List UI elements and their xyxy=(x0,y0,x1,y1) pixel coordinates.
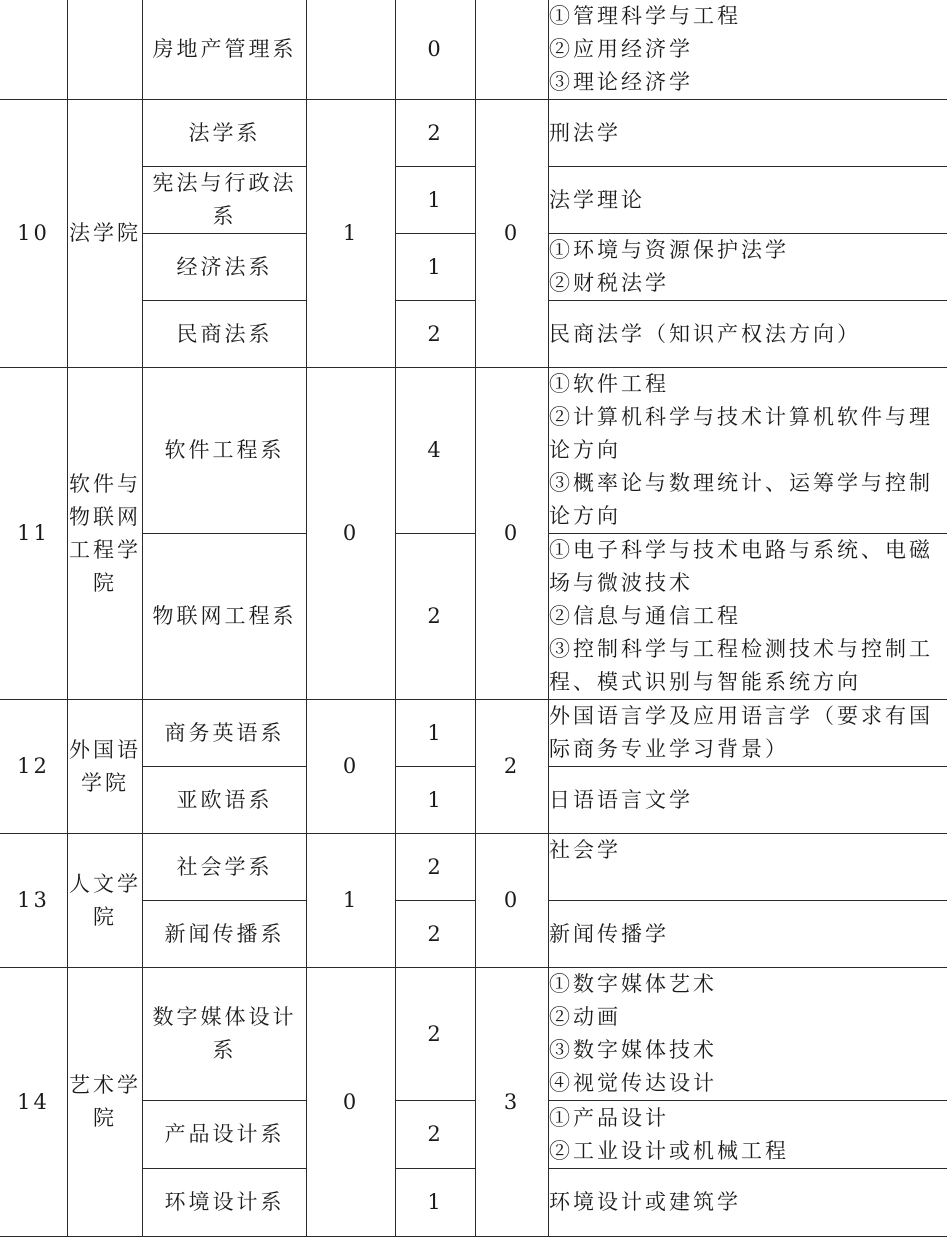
college-quota-cell xyxy=(307,834,396,968)
college-cell xyxy=(68,968,143,1237)
table-row xyxy=(0,1169,947,1237)
major-cell xyxy=(549,100,947,167)
extra-quota-cell xyxy=(476,368,549,700)
department-name: 产品设计系 xyxy=(165,1122,285,1146)
department-name: 法学系 xyxy=(189,121,261,145)
table-row xyxy=(0,834,947,901)
extra-quota-cell xyxy=(476,0,549,100)
department-name: 社会学系 xyxy=(177,855,273,879)
row-number: 10 xyxy=(17,221,50,245)
department-name: 亚欧语系 xyxy=(177,788,273,812)
major-cell xyxy=(549,1101,947,1169)
department-quota: 1 xyxy=(427,255,443,279)
college-name: 艺术学院 xyxy=(69,1073,141,1130)
department-cell xyxy=(143,767,307,834)
major-item: ③理论经济学 xyxy=(549,66,947,99)
major-cell xyxy=(549,301,947,368)
department-quota-cell xyxy=(396,100,476,167)
major-item: ①管理科学与工程 xyxy=(549,0,947,33)
major-item: ①产品设计 xyxy=(549,1102,947,1135)
major-cell xyxy=(549,834,947,901)
department-cell xyxy=(143,901,307,968)
extra-quota-cell xyxy=(476,700,549,834)
row-number-cell xyxy=(0,0,68,100)
college-quota: 0 xyxy=(343,754,359,778)
department-name: 环境设计系 xyxy=(165,1190,285,1214)
department-quota: 2 xyxy=(427,121,443,145)
table-row xyxy=(0,767,947,834)
department-name: 软件工程系 xyxy=(165,438,285,462)
major-item: ③数字媒体技术 xyxy=(549,1034,947,1067)
major-item: 刑法学 xyxy=(549,117,947,150)
college-cell xyxy=(68,700,143,834)
department-cell xyxy=(143,534,307,700)
department-cell xyxy=(143,1101,307,1169)
row-number: 12 xyxy=(17,754,50,778)
table-row xyxy=(0,100,947,167)
department-quota: 2 xyxy=(427,322,443,346)
row-number-cell xyxy=(0,368,68,700)
row-number: 14 xyxy=(17,1090,50,1114)
department-name: 物联网工程系 xyxy=(153,604,297,628)
table-row xyxy=(0,968,947,1101)
major-cell xyxy=(549,534,947,700)
table-row xyxy=(0,167,947,234)
college-quota: 1 xyxy=(343,221,359,245)
department-name: 民商法系 xyxy=(177,322,273,346)
department-name: 新闻传播系 xyxy=(165,922,285,946)
major-item: 环境设计或建筑学 xyxy=(549,1186,947,1219)
college-quota-cell xyxy=(307,368,396,700)
major-item: 外国语言学及应用语言学（要求有国际商务专业学习背景） xyxy=(549,700,947,766)
major-cell xyxy=(549,234,947,301)
department-cell xyxy=(143,234,307,301)
major-item: ②信息与通信工程 xyxy=(549,600,947,633)
department-name: 经济法系 xyxy=(177,255,273,279)
major-cell xyxy=(549,968,947,1101)
department-quota-cell xyxy=(396,534,476,700)
extra-quota: 2 xyxy=(504,754,520,778)
college-quota-cell xyxy=(307,0,396,100)
college-quota-cell xyxy=(307,700,396,834)
extra-quota: 0 xyxy=(504,888,520,912)
major-cell xyxy=(549,368,947,534)
department-cell xyxy=(143,167,307,234)
department-quota-cell xyxy=(396,700,476,767)
extra-quota: 0 xyxy=(504,221,520,245)
table-row xyxy=(0,234,947,301)
department-name: 宪法与行政法系 xyxy=(153,171,297,228)
college-cell xyxy=(68,100,143,368)
department-quota-cell xyxy=(396,901,476,968)
college-quota-cell xyxy=(307,100,396,368)
major-item: ①电子科学与技术电路与系统、电磁场与微波技术 xyxy=(549,534,947,600)
major-cell xyxy=(549,1169,947,1237)
department-quota: 1 xyxy=(427,1190,443,1214)
major-cell xyxy=(549,700,947,767)
department-quota: 0 xyxy=(427,37,443,61)
major-item: 新闻传播学 xyxy=(549,918,947,951)
table-row xyxy=(0,368,947,534)
college-cell xyxy=(68,0,143,100)
major-cell xyxy=(549,901,947,968)
major-cell xyxy=(549,167,947,234)
table-row xyxy=(0,534,947,700)
department-quota-cell xyxy=(396,368,476,534)
major-item: ②应用经济学 xyxy=(549,33,947,66)
department-cell xyxy=(143,0,307,100)
college-name: 法学院 xyxy=(69,221,141,245)
college-name: 人文学院 xyxy=(69,872,141,929)
department-quota-cell xyxy=(396,167,476,234)
department-quota: 2 xyxy=(427,922,443,946)
extra-quota-cell xyxy=(476,100,549,368)
major-item: ②财税法学 xyxy=(549,267,947,300)
department-quota: 2 xyxy=(427,1122,443,1146)
major-item: 社会学 xyxy=(549,834,947,867)
major-cell xyxy=(549,767,947,834)
department-name: 房地产管理系 xyxy=(153,37,297,61)
table-row xyxy=(0,700,947,767)
table-row xyxy=(0,301,947,368)
major-item: 法学理论 xyxy=(549,184,947,217)
major-item: 日语语言文学 xyxy=(549,784,947,817)
major-item: ④视觉传达设计 xyxy=(549,1067,947,1100)
department-quota-cell xyxy=(396,301,476,368)
department-cell xyxy=(143,834,307,901)
row-number: 13 xyxy=(17,888,50,912)
table-row xyxy=(0,901,947,968)
college-quota-cell xyxy=(307,968,396,1237)
department-quota: 2 xyxy=(427,855,443,879)
department-quota-cell xyxy=(396,834,476,901)
row-number-cell xyxy=(0,968,68,1237)
department-quota-cell xyxy=(396,968,476,1101)
table-row xyxy=(0,0,947,100)
table-row xyxy=(0,1101,947,1169)
row-number: 11 xyxy=(17,521,50,545)
department-quota: 1 xyxy=(427,188,443,212)
department-name: 商务英语系 xyxy=(165,721,285,745)
extra-quota: 3 xyxy=(504,1090,520,1114)
department-cell xyxy=(143,301,307,368)
college-quota: 1 xyxy=(343,888,359,912)
college-cell xyxy=(68,368,143,700)
major-item: ③控制科学与工程检测技术与控制工程、模式识别与智能系统方向 xyxy=(549,633,947,699)
row-number-cell xyxy=(0,100,68,368)
major-item: ①软件工程 xyxy=(549,368,947,401)
college-quota: 0 xyxy=(343,521,359,545)
department-quota-cell xyxy=(396,234,476,301)
major-item: 民商法学（知识产权法方向） xyxy=(549,318,947,351)
department-quota: 1 xyxy=(427,788,443,812)
college-name: 外国语学院 xyxy=(69,738,141,795)
extra-quota-cell xyxy=(476,968,549,1237)
major-item: ③概率论与数理统计、运筹学与控制论方向 xyxy=(549,467,947,533)
major-cell xyxy=(549,0,947,100)
department-name: 数字媒体设计系 xyxy=(153,1005,297,1062)
department-cell xyxy=(143,968,307,1101)
department-quota-cell xyxy=(396,0,476,100)
department-quota: 2 xyxy=(427,1022,443,1046)
major-item: ②动画 xyxy=(549,1001,947,1034)
college-quota: 0 xyxy=(343,1090,359,1114)
department-cell xyxy=(143,1169,307,1237)
college-cell xyxy=(68,834,143,968)
major-item: ②计算机科学与技术计算机软件与理论方向 xyxy=(549,401,947,467)
department-cell xyxy=(143,700,307,767)
extra-quota-cell xyxy=(476,834,549,968)
major-item: ②工业设计或机械工程 xyxy=(549,1135,947,1168)
department-cell xyxy=(143,368,307,534)
department-quota: 2 xyxy=(427,604,443,628)
row-number-cell xyxy=(0,700,68,834)
department-quota-cell xyxy=(396,767,476,834)
row-number-cell xyxy=(0,834,68,968)
major-item: ①数字媒体艺术 xyxy=(549,968,947,1001)
extra-quota: 0 xyxy=(504,521,520,545)
department-quota: 4 xyxy=(427,438,443,462)
college-name: 软件与物联网工程学院 xyxy=(69,472,141,595)
department-quota-cell xyxy=(396,1169,476,1237)
major-item: ①环境与资源保护法学 xyxy=(549,234,947,267)
department-quota: 1 xyxy=(427,721,443,745)
department-cell xyxy=(143,100,307,167)
department-quota-cell xyxy=(396,1101,476,1169)
